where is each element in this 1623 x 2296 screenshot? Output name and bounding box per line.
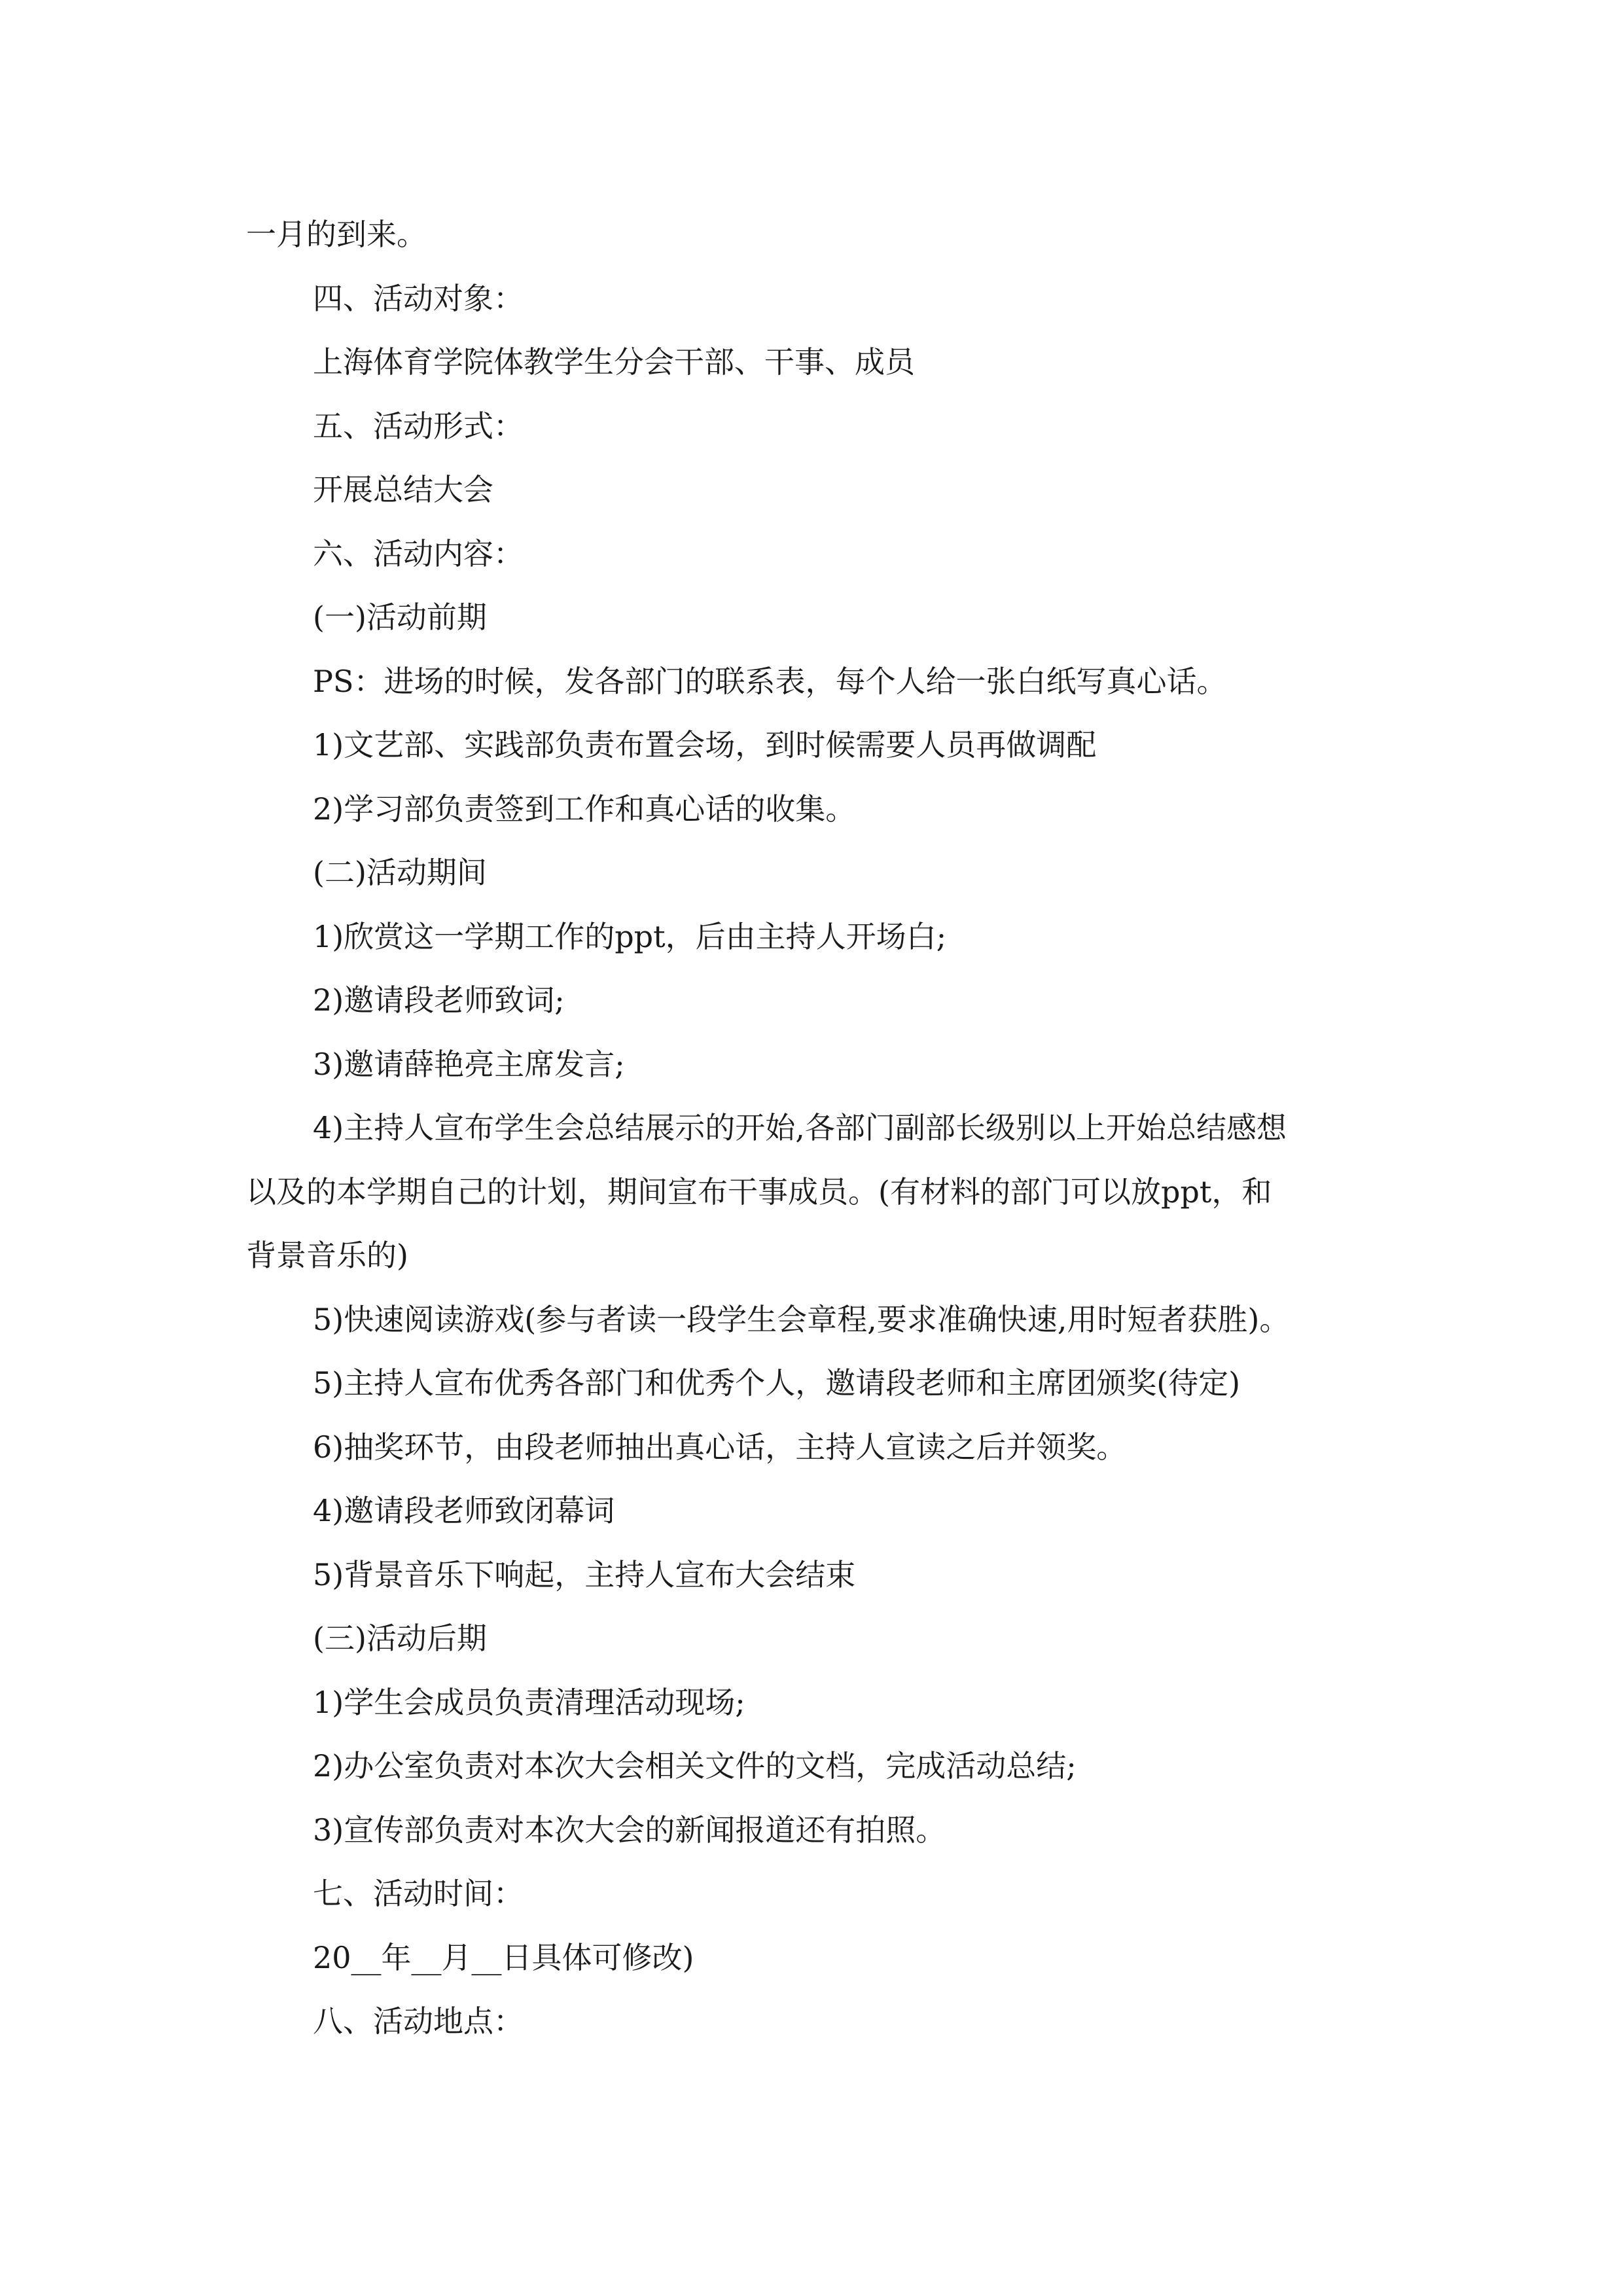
text-line: 20__年__月__日具体可修改): [313, 1939, 694, 1975]
text-line: 开展总结大会: [313, 472, 493, 507]
list-item: 5)背景音乐下响起，主持人宣布大会结束: [313, 1556, 856, 1592]
section-heading-content: 六、活动内容：: [313, 535, 524, 571]
list-item: 3)宣传部负责对本次大会的新闻报道还有拍照。: [313, 1812, 946, 1848]
list-item: 6)抽奖环节，由段老师抽出真心话，主持人宣读之后并领奖。: [313, 1429, 1127, 1465]
section-heading-time: 七、活动时间：: [313, 1876, 524, 1911]
text-line-continued: 以及的本学期自己的计划，期间宣布干事成员。(有材料的部门可以放ppt，和: [246, 1174, 1272, 1210]
list-item: 1)学生会成员负责清理活动现场;: [313, 1684, 745, 1720]
document-body: [246, 203, 1385, 2054]
list-item: 1)文艺部、实践部负责布置会场，到时候需要人员再做调配: [313, 727, 1097, 762]
list-item: 4)主持人宣布学生会总结展示的开始,各部门副部长级别以上开始总结感想: [313, 1110, 1287, 1145]
list-item: 2)办公室负责对本次大会相关文件的文档，完成活动总结;: [313, 1748, 1077, 1784]
text-line: 一月的到来。: [246, 217, 427, 252]
list-item: 5)快速阅读游戏(参与者读一段学生会章程,要求准确快速,用时短者获胜)。: [313, 1301, 1290, 1337]
section-heading-form: 五、活动形式：: [313, 408, 524, 444]
subsection-heading-before: (一)活动前期: [313, 600, 487, 635]
section-heading-location: 八、活动地点：: [313, 2003, 524, 2039]
section-heading-target: 四、活动对象：: [313, 280, 524, 316]
list-item: 4)邀请段老师致闭幕词: [313, 1493, 615, 1528]
text-line-continued: 背景音乐的): [246, 1238, 408, 1273]
text-line: 上海体育学院体教学生分会干部、干事、成员: [313, 344, 915, 380]
list-item: 2)邀请段老师致词;: [313, 982, 565, 1018]
text-line: PS：进场的时候，发各部门的联系表，每个人给一张白纸写真心话。: [313, 663, 1227, 699]
subsection-heading-after: (三)活动后期: [313, 1621, 487, 1656]
list-item: 2)学习部负责签到工作和真心话的收集。: [313, 791, 856, 827]
list-item: 3)邀请薛艳亮主席发言;: [313, 1046, 625, 1082]
list-item: 5)主持人宣布优秀各部门和优秀个人，邀请段老师和主席团颁奖(待定): [313, 1365, 1241, 1401]
list-item: 1)欣赏这一学期工作的ppt，后由主持人开场白;: [313, 918, 947, 954]
subsection-heading-during: (二)活动期间: [313, 855, 487, 890]
